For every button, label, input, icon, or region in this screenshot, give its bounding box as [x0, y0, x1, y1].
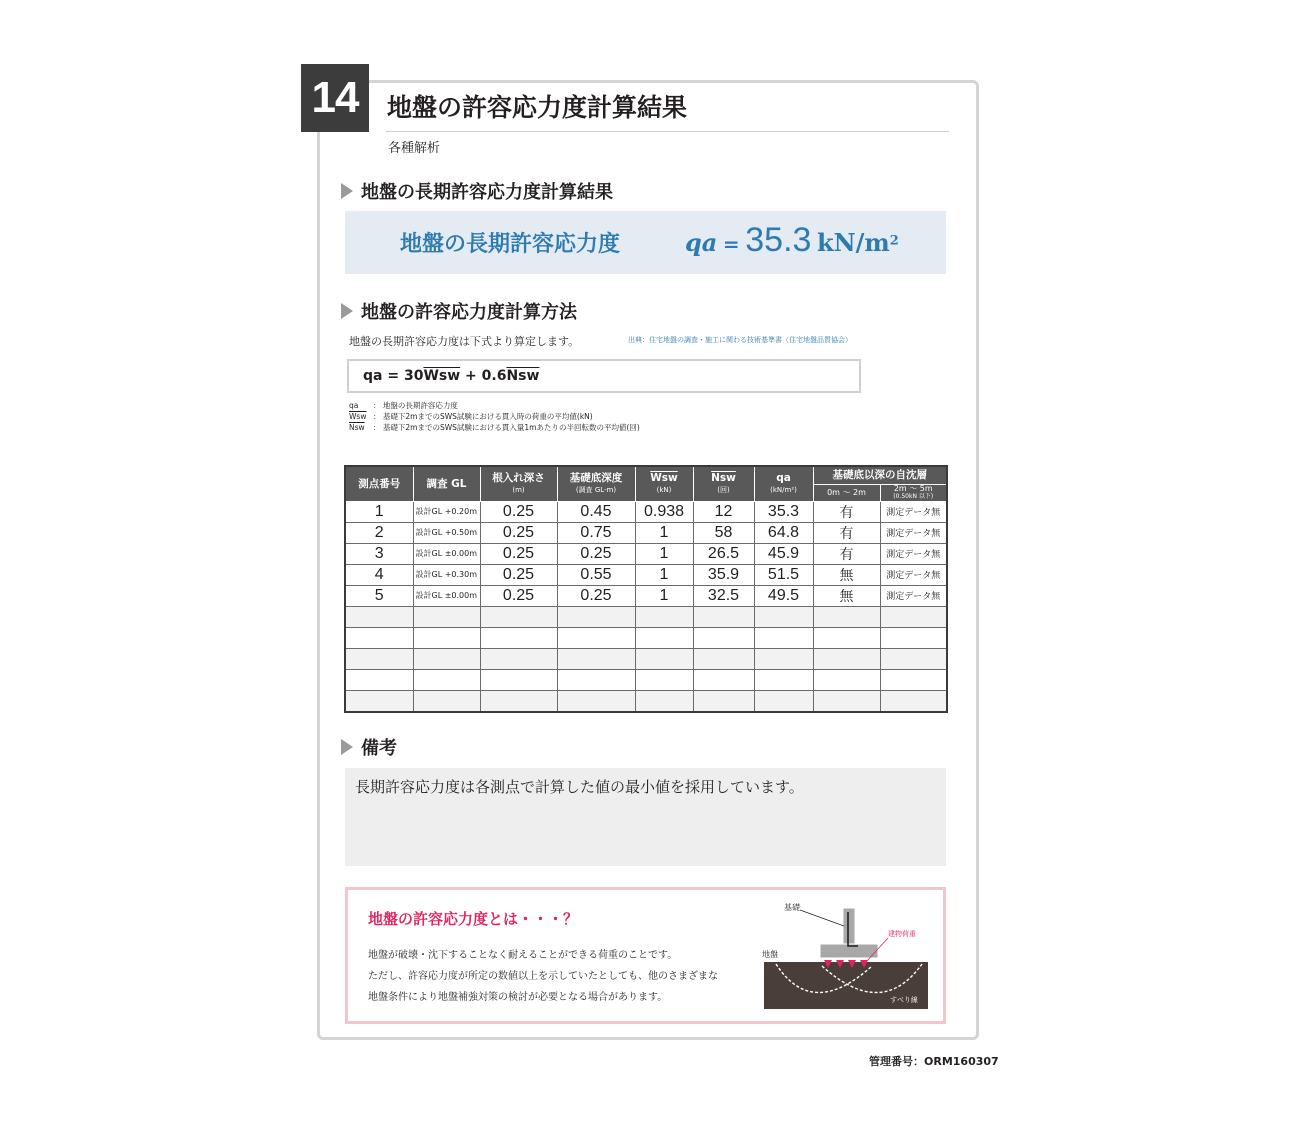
page-number-badge: 14	[301, 64, 369, 132]
remarks-box	[345, 768, 946, 866]
result-label: 地盤の長期許容応力度	[400, 232, 621, 257]
management-number	[869, 1053, 999, 1069]
header-depth-unit: (調査 GL-m)	[575, 485, 617, 494]
cell-depth: 0.45	[557, 501, 635, 522]
result-symbol: qa	[685, 228, 718, 257]
table-row	[345, 501, 947, 522]
result-formula	[685, 221, 899, 260]
cell-nsw: 58	[693, 522, 754, 543]
ground-label: 地盤	[762, 950, 778, 959]
cell-wsw: 1	[635, 522, 693, 543]
cell-embed: 0.25	[480, 564, 557, 585]
table-row-empty	[345, 669, 947, 690]
header-gl: 調査 GL	[413, 466, 480, 501]
cell-layer-a: 有	[813, 543, 880, 564]
source-note: 出典：住宅地盤の調査・施工に関わる技術基準書（住宅地盤品質協会）	[628, 336, 852, 344]
legend-text: ： 基礎下2mまでのSWS試験における貫入量1mあたりの半回転数の平均値(回)	[373, 423, 640, 432]
bearing-capacity-diagram	[762, 902, 932, 1012]
management-label: 管理番号：	[869, 1055, 924, 1068]
remarks-section-heading	[341, 734, 397, 760]
cell-layer-b: 測定データ無	[880, 543, 947, 564]
table-row	[345, 522, 947, 543]
foundation-label: 基礎	[784, 903, 800, 912]
cell-wsw: 1	[635, 564, 693, 585]
legend-row	[349, 400, 640, 411]
cell-point: 5	[345, 585, 413, 606]
cell-qa: 45.9	[754, 543, 813, 564]
table-row-empty	[345, 648, 947, 669]
info-title: 地盤の許容応力度とは・・・？	[368, 910, 579, 928]
table-row-empty	[345, 690, 947, 712]
header-layer-b-label: 2m 〜 5m	[893, 483, 933, 493]
header-wsw-label: $\overline{Wsw}$	[650, 471, 678, 484]
header-qa-label: qa	[776, 471, 791, 484]
legend-row	[349, 422, 640, 433]
legend-symbol: $\overline{Wsw}$	[349, 412, 367, 421]
cell-qa: 51.5	[754, 564, 813, 585]
header-embed-label: 根入れ深さ	[492, 471, 545, 484]
cell-layer-a: 無	[813, 564, 880, 585]
remarks-heading-text: 備考	[361, 738, 397, 759]
cell-wsw: 0.938	[635, 501, 693, 522]
foundation-stem	[843, 908, 855, 946]
header-layer-a: 0m 〜 2m	[813, 484, 880, 501]
info-line: ただし、許容応力度が所定の数値以上を示していたとしても、他のさまざまな	[368, 971, 718, 982]
result-equals: =	[722, 232, 740, 256]
result-box	[345, 211, 946, 274]
cell-embed: 0.25	[480, 543, 557, 564]
table-row	[345, 543, 947, 564]
formula-nsw: $\overline{Nsw}$	[506, 368, 540, 384]
legend-row	[349, 411, 640, 422]
cell-gl: 設計GL ±0.00m	[413, 543, 480, 564]
triangle-bullet-icon	[341, 739, 353, 755]
title-divider	[386, 131, 949, 132]
header-embed-unit: (m)	[512, 485, 525, 494]
cell-depth: 0.55	[557, 564, 635, 585]
cell-point: 4	[345, 564, 413, 585]
header-qa	[754, 466, 813, 501]
cell-embed: 0.25	[480, 585, 557, 606]
method-heading-text: 地盤の許容応力度計算方法	[361, 302, 577, 323]
header-layer-b-unit: (0.50kN 以下)	[893, 492, 934, 500]
cell-layer-a: 有	[813, 522, 880, 543]
table-row-empty	[345, 627, 947, 648]
cell-qa: 35.3	[754, 501, 813, 522]
cell-point: 3	[345, 543, 413, 564]
method-note: 地盤の長期許容応力度は下式より算定します。	[349, 335, 580, 348]
cell-layer-b: 測定データ無	[880, 564, 947, 585]
result-unit-sup: 2	[889, 233, 899, 249]
result-section-heading	[341, 178, 613, 204]
result-unit: kN/m	[817, 228, 890, 257]
cell-layer-b: 測定データ無	[880, 522, 947, 543]
info-line: 地盤が破壊・沈下することなく耐えることができる荷重のことです。	[368, 950, 678, 961]
header-depth-label: 基礎底深度	[569, 471, 623, 484]
cell-wsw: 1	[635, 543, 693, 564]
formula-mid: + 0.6	[460, 368, 507, 384]
result-value: 35.3	[745, 221, 812, 259]
load-label: 建物荷重	[888, 930, 916, 938]
cell-nsw: 12	[693, 501, 754, 522]
legend-symbol: $\overline{Nsw}$	[349, 423, 365, 432]
table-row-empty	[345, 606, 947, 627]
legend-symbol: qa	[349, 401, 359, 410]
header-wsw	[635, 466, 693, 501]
cell-layer-a: 有	[813, 501, 880, 522]
header-nsw-unit: (回)	[717, 485, 730, 494]
header-layer: 基礎底以深の自沈層	[813, 466, 947, 484]
cell-wsw: 1	[635, 585, 693, 606]
header-point: 測点番号	[345, 466, 413, 501]
triangle-bullet-icon	[341, 183, 353, 199]
cell-depth: 0.75	[557, 522, 635, 543]
result-heading-text: 地盤の長期許容応力度計算結果	[361, 182, 613, 203]
header-depth	[557, 466, 635, 501]
triangle-bullet-icon	[341, 303, 353, 319]
header-embed	[480, 466, 557, 501]
remarks-text: 長期許容応力度は各測点で計算した値の最小値を採用しています。	[355, 778, 804, 796]
header-qa-unit: (kN/m²)	[770, 485, 797, 494]
cell-gl: 設計GL +0.50m	[413, 522, 480, 543]
management-value: ORM160307	[924, 1055, 999, 1068]
cell-layer-b: 測定データ無	[880, 501, 947, 522]
header-nsw-label: $\overline{Nsw}$	[711, 471, 736, 484]
cell-gl: 設計GL +0.30m	[413, 564, 480, 585]
slip-line-label: すべり線	[890, 996, 918, 1004]
cell-nsw: 32.5	[693, 585, 754, 606]
formula-prefix: qa = 30	[363, 368, 424, 384]
legend-text: ： 地盤の長期許容応力度	[373, 401, 458, 410]
formula-legend	[349, 400, 640, 433]
cell-qa: 64.8	[754, 522, 813, 543]
page-title: 地盤の許容応力度計算結果	[387, 93, 688, 122]
header-layer-b	[880, 484, 947, 501]
header-wsw-unit: (kN)	[656, 485, 672, 494]
cell-nsw: 35.9	[693, 564, 754, 585]
page-subtitle: 各種解析	[388, 141, 441, 156]
cell-point: 2	[345, 522, 413, 543]
method-section-heading	[341, 298, 577, 324]
formula-wsw: $\overline{Wsw}$	[423, 368, 461, 384]
cell-layer-a: 無	[813, 585, 880, 606]
cell-depth: 0.25	[557, 543, 635, 564]
cell-gl: 設計GL ±0.00m	[413, 585, 480, 606]
cell-depth: 0.25	[557, 585, 635, 606]
cell-nsw: 26.5	[693, 543, 754, 564]
formula-box	[347, 359, 861, 393]
cell-layer-b: 測定データ無	[880, 585, 947, 606]
cell-embed: 0.25	[480, 501, 557, 522]
cell-embed: 0.25	[480, 522, 557, 543]
table-row	[345, 585, 947, 606]
info-box	[345, 887, 946, 1024]
results-table	[344, 465, 948, 713]
foundation-leader	[800, 910, 844, 926]
table-row	[345, 564, 947, 585]
info-line: 地盤条件により地盤補強対策の検討が必要となる場合があります。	[368, 992, 668, 1003]
cell-qa: 49.5	[754, 585, 813, 606]
cell-gl: 設計GL +0.20m	[413, 501, 480, 522]
header-nsw	[693, 466, 754, 501]
cell-point: 1	[345, 501, 413, 522]
legend-text: ： 基礎下2mまでのSWS試験における貫入時の荷重の平均値(kN)	[373, 412, 593, 421]
